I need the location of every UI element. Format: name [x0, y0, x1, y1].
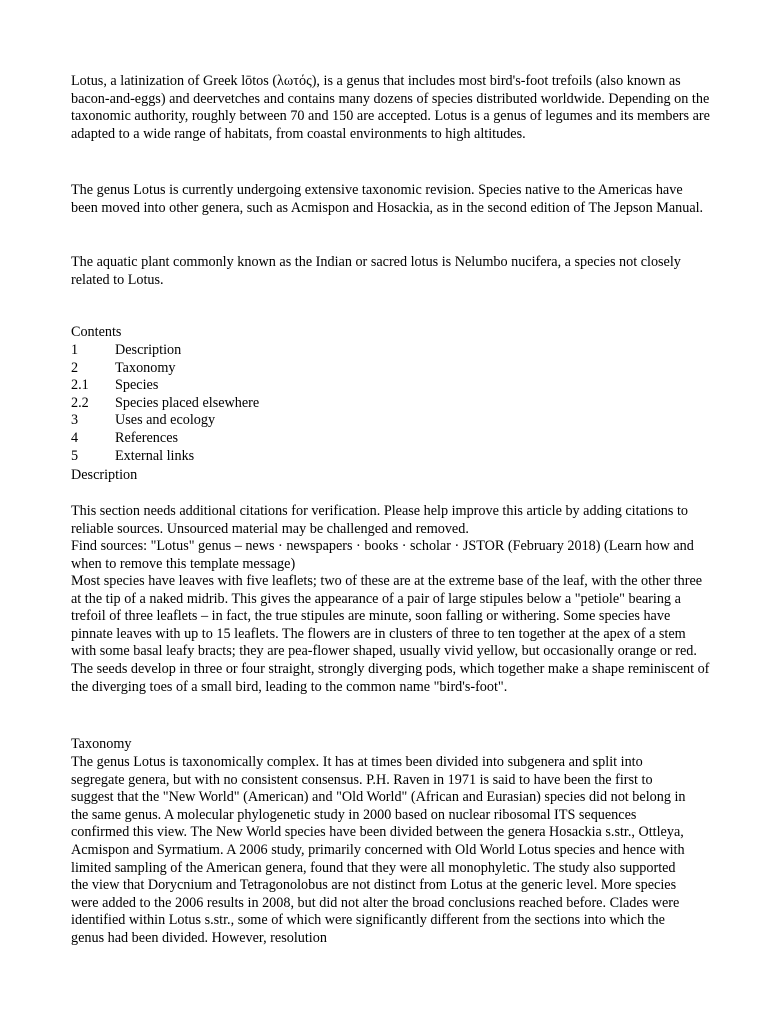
- toc-item-species[interactable]: [71, 377, 259, 395]
- toc-item-taxonomy[interactable]: [71, 360, 259, 378]
- toc-label: Species placed elsewhere: [115, 394, 260, 411]
- toc-item-references[interactable]: [71, 430, 259, 448]
- taxonomy-body: The genus Lotus is taxonomically complex. It has at times been divided into subgenera and split into segregate genera, but with no consistent consensus. P.H. Raven in 1971 is said to have been the first to suggest that the "New World" (American) and "Old World" (African and Eurasian) species did not belong in the same genus. A molecular phylogenetic study in 2000 based on nuclear ribosomal ITS sequences confirmed this view. The New World species have been divided between the genera Hosackia s.str., Ottleya, Acmispon and Syrmatium. A 2006 study, primarily concerned with Old World Lotus species and hence with limited sampling of the American genera, found that they were all monophyletic. The study also supported the view that Dorycnium and Tetragonolobus are not distinct from Lotus at the generic level. More species were added to the 2006 results in 2008, but did not alter the broad conclusions reached before. Clades were identified within Lotus s.str., some of which were significantly different from the sections into which the genus had been divided. However, resolution: [71, 754, 686, 946]
- contents-heading: Contents: [71, 324, 122, 340]
- taxonomy-heading: Taxonomy: [71, 736, 132, 752]
- citation-notice: This section needs additional citations for verification. Please help improve this article by adding citations to reliable sources. Unsourced material may be challenged and removed.: [71, 503, 688, 537]
- toc-label: Taxonomy: [115, 359, 176, 376]
- toc-label: References: [115, 429, 179, 446]
- toc-number: 5: [71, 447, 79, 464]
- description-heading: Description: [71, 467, 138, 483]
- toc-label: Species: [115, 377, 159, 394]
- toc-number: 1: [71, 342, 79, 358]
- toc-item-uses-and-ecology[interactable]: [71, 412, 259, 430]
- toc-number: 2: [71, 359, 79, 376]
- toc-number: 3: [71, 412, 79, 429]
- description-body: Most species have leaves with five leaflets; two of these are at the extreme base of the leaf, with the other three at the tip of a naked midrib. This gives the appearance of a pair of large stipules below a "petiole" bearing a trefoil of three leaflets – in fact, the true stipules are minute, soon falling or withering. Some species have pinnate leaves with up to 15 leaflets. The flowers are in clusters of three to ten together at the apex of a stem with some basal leafy bracts; they are pea-flower shaped, usually vivid yellow, but occasionally orange or red. The seeds develop in three or four straight, strongly diverging pods, which together make a shape reminiscent of the diverging toes of a small bird, leading to the common name "bird's-foot".: [71, 573, 710, 695]
- toc-number: 2.1: [71, 377, 89, 394]
- intro-paragraph: Lotus, a latinization of Greek lōtos (λωτός), is a genus that includes most bird's-foot trefoils (also known as bacon-and-eggs) and deervetches and contains many dozens of species distributed worldwide. Depending on the taxonomic authority, roughly between 70 and 150 are accepted. Lotus is a genus of legumes and its members are adapted to a wide range of habitats, from coastal environments to high altitudes.: [71, 73, 710, 142]
- aquatic-lotus-paragraph: The aquatic plant commonly known as the Indian or sacred lotus is Nelumbo nucifera, a species not closely related to Lotus.: [71, 254, 681, 288]
- toc-item-species-placed-elsewhere[interactable]: [71, 395, 259, 413]
- toc-item-description[interactable]: [71, 342, 259, 360]
- find-sources-notice: Find sources: "Lotus" genus – news · newspapers · books · scholar · JSTOR (February 2018) (Learn how and when to remove this template message): [71, 538, 694, 572]
- toc-label: Description: [115, 342, 182, 358]
- toc-label: External links: [115, 447, 195, 464]
- toc-item-external-links[interactable]: [71, 448, 259, 466]
- table-of-contents: [71, 342, 259, 465]
- toc-number: 2.2: [71, 394, 89, 411]
- toc-label: Uses and ecology: [115, 412, 216, 429]
- toc-number: 4: [71, 429, 79, 446]
- genus-revision-paragraph: The genus Lotus is currently undergoing extensive taxonomic revision. Species native to the Americas have been moved into other genera, such as Acmispon and Hosackia, as in the second edition of The Jepson Manual.: [71, 182, 704, 216]
